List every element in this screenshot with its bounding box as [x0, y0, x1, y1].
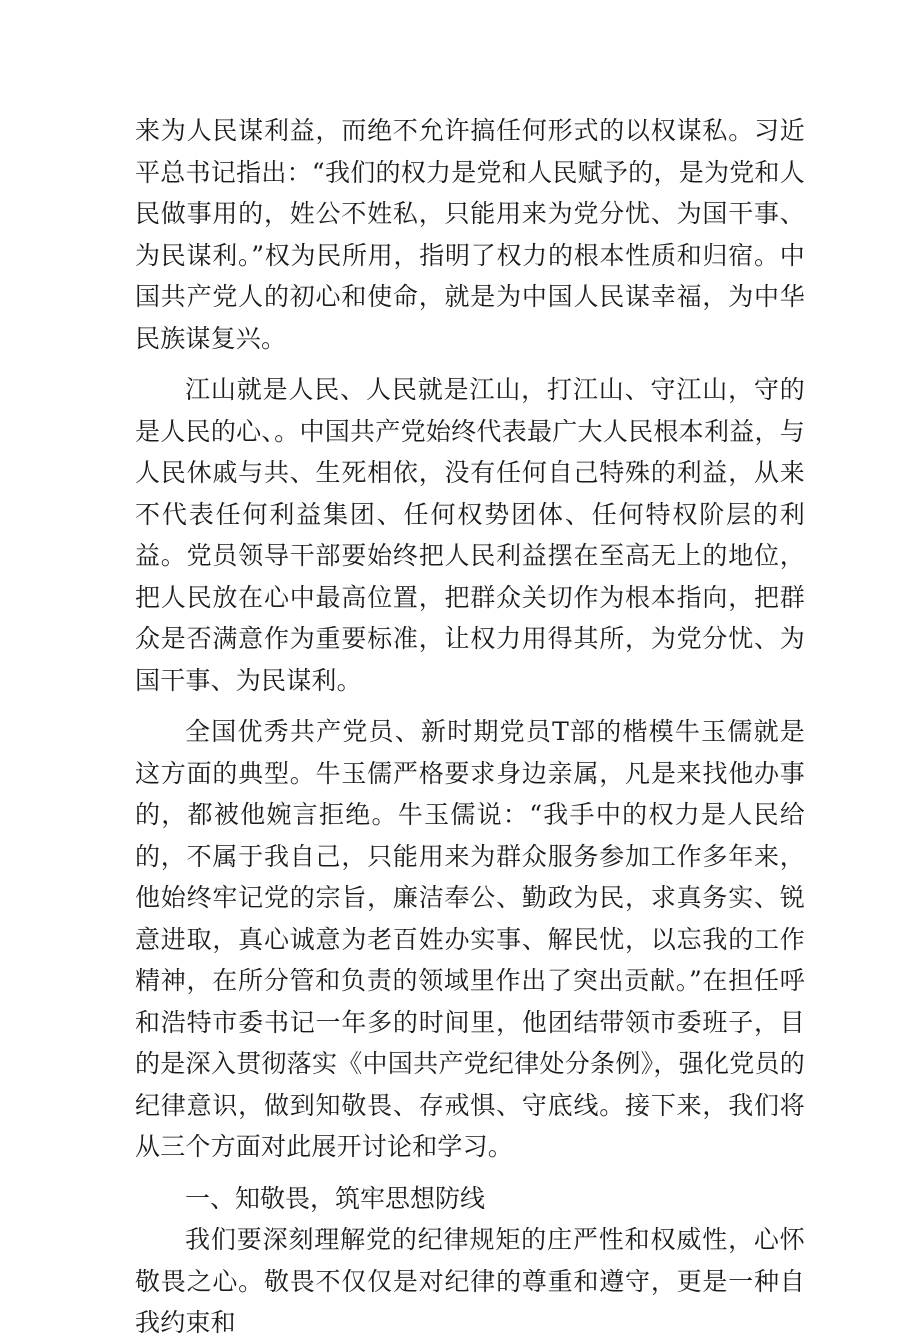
section-heading: 一、知敬畏，筑牢思想防线: [185, 1183, 486, 1213]
paragraph-continued: 来为人民谋利益，而绝不允许搞任何形式的以权谋私。习近平总书记指出：“我们的权力是党和人民赋予的，是为党和人民做事用的，姓公不姓私，只能用来为党分忧、为国干事、为民谋利。”权为民所用，指明了权力的根本性质和归宿。中国共产党人的初心和使命，就是为中国人民谋幸福，为中华民族谋复兴。: [135, 116, 805, 353]
document-body: [135, 110, 805, 1344]
paragraph-closing: 我们要深刻理解党的纪律规矩的庄严性和权威性，心怀敬畏之心。敬畏不仅仅是对纪律的尊重和遵守，更是一种自我约束和: [135, 1225, 805, 1337]
paragraph: 全国优秀共产党员、新时期党员T部的楷模牛玉儒就是这方面的典型。牛玉儒严格要求身边亲属，凡是来找他办事的，都被他婉言拒绝。牛玉儒说：“我手中的权力是人民给的，不属于我自己，只能用来为群众服务参加工作多年来，他始终牢记党的宗旨，廉洁奉公、勤政为民，求真务实、锐意进取，真心诚意为老百姓办实事、解民忧，以忘我的工作精神，在所分管和负责的领域里作出了突出贡献。”在担任呼和浩特市委书记一年多的时间里，他团结带领市委班子，目的是深入贯彻落实《中国共产党纪律处分条例》，强化党员的纪律意识，做到知敬畏、存戒惧、守底线。接下来，我们将从三个方面对此展开讨论和学习。: [135, 717, 805, 1161]
paragraph: 江山就是人民、人民就是江山，打江山、守江山，守的是人民的心、。中国共产党始终代表最广大人民根本利益，与人民休戚与共、生死相依，没有任何自己特殊的利益，从来不代表任何利益集团、任何权势团体、任何特权阶层的利益。党员领导干部要始终把人民利益摆在至高无上的地位，把人民放在心中最高位置，把群众关切作为根本指向，把群众是否满意作为重要标准，让权力用得其所，为党分忧、为国干事、为民谋利。: [135, 375, 805, 695]
